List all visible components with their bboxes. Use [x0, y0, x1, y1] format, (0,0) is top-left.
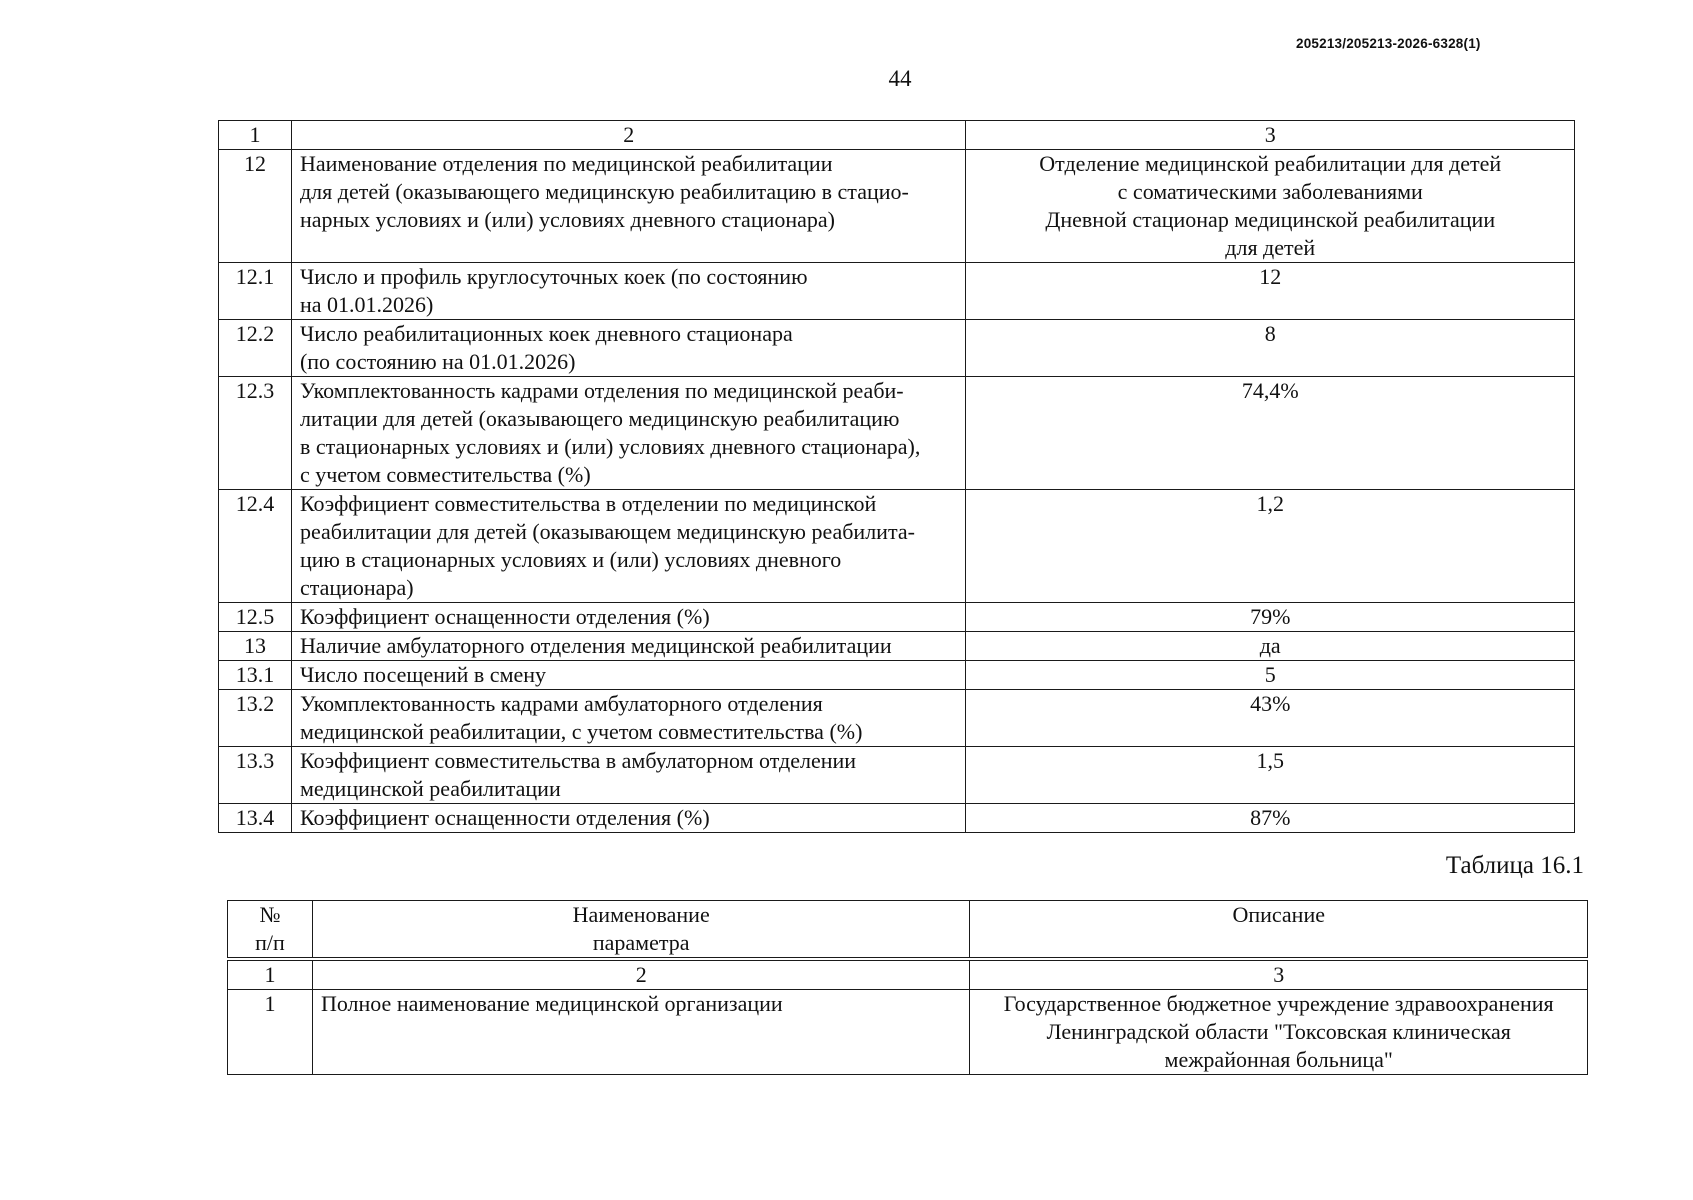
parameter-name-line: в стационарных условиях и (или) условиях дневного стационара),	[299, 434, 921, 459]
table-row	[219, 603, 1575, 632]
parameter-value	[966, 690, 1575, 747]
table-row	[219, 150, 1575, 263]
table-row	[219, 263, 1575, 320]
parameter-name-line: (по состоянию на 01.01.2026)	[299, 349, 576, 374]
parameter-name-line: медицинской реабилитации	[299, 776, 561, 801]
parameter-value	[966, 804, 1575, 833]
parameter-name	[291, 632, 966, 661]
main-table	[218, 120, 1575, 833]
row-number: 12.1	[219, 263, 292, 320]
column-number: 1	[219, 121, 292, 150]
parameter-value-line: 8	[1264, 321, 1276, 346]
table-row	[219, 661, 1575, 690]
parameter-name-line: Наименование отделения по медицинской реабилитации	[299, 151, 833, 176]
parameter-name-line: Коэффициент оснащенности отделения (%)	[299, 604, 710, 629]
parameter-value-line: для детей	[1225, 235, 1316, 260]
row-number: 12.4	[219, 490, 292, 603]
parameter-name-line: реабилитации для детей (оказывающем медицинскую реабилита-	[299, 519, 915, 544]
column-number: 3	[966, 121, 1575, 150]
row-number: 12.3	[219, 377, 292, 490]
header-line: параметра	[592, 930, 690, 955]
header-line: №	[259, 902, 281, 927]
column-number: 2	[291, 121, 966, 150]
column-number-row	[228, 959, 1588, 990]
parameter-name-line: медицинской реабилитации, с учетом совместительства (%)	[299, 719, 863, 744]
column-number-row	[219, 121, 1575, 150]
parameter-value-line: Отделение медицинской реабилитации для детей	[1039, 151, 1502, 176]
parameter-name-line: Число посещений в смену	[299, 662, 547, 687]
table-row	[219, 747, 1575, 804]
parameter-name	[291, 661, 966, 690]
parameter-value	[966, 603, 1575, 632]
parameter-name-line: с учетом совместительства (%)	[299, 462, 591, 487]
parameter-value	[966, 632, 1575, 661]
parameter-value-line: Ленинградской области "Токсовская клиническая	[1046, 1019, 1511, 1044]
header-line: Описание	[1232, 902, 1325, 927]
table-row	[219, 804, 1575, 833]
parameter-value	[970, 990, 1588, 1075]
parameter-value-line: 74,4%	[1241, 378, 1299, 403]
parameter-name-line: Число и профиль круглосуточных коек (по состоянию	[299, 264, 808, 289]
header-cell-name	[312, 901, 970, 960]
parameter-name-line: Коэффициент совместительства в амбулаторном отделении	[299, 748, 857, 773]
parameter-value	[966, 661, 1575, 690]
parameter-value	[966, 747, 1575, 804]
parameter-name	[291, 377, 966, 490]
parameter-name	[291, 690, 966, 747]
parameter-value-line: межрайонная больница"	[1164, 1047, 1393, 1072]
parameter-name	[312, 990, 970, 1075]
parameter-name	[291, 263, 966, 320]
parameter-value-line: с соматическими заболеваниями	[1117, 179, 1423, 204]
parameter-name-line: литации для детей (оказывающего медицинскую реабилитацию	[299, 406, 900, 431]
parameter-value	[966, 263, 1575, 320]
column-number: 2	[312, 959, 970, 990]
parameter-name	[291, 747, 966, 804]
table-row	[219, 377, 1575, 490]
parameter-name	[291, 603, 966, 632]
table-row	[219, 690, 1575, 747]
row-number: 12	[219, 150, 292, 263]
column-number: 1	[228, 959, 313, 990]
parameter-value	[966, 377, 1575, 490]
parameter-name-line: цию в стационарных условиях и (или) условиях дневного	[299, 547, 842, 572]
row-number: 13.4	[219, 804, 292, 833]
header-cell-number	[228, 901, 313, 960]
parameter-name-line: Полное наименование медицинской организации	[320, 991, 783, 1016]
table-row	[219, 490, 1575, 603]
parameter-name-line: на 01.01.2026)	[299, 292, 434, 317]
parameter-value-line: 87%	[1250, 805, 1291, 830]
parameter-name-line: Число реабилитационных коек дневного стационара	[299, 321, 793, 346]
parameter-name	[291, 804, 966, 833]
parameter-value-line: Государственное бюджетное учреждение здравоохранения	[1003, 991, 1554, 1016]
parameter-name-line: стационара)	[299, 575, 414, 600]
page-number: 44	[888, 66, 912, 91]
column-number: 3	[970, 959, 1588, 990]
parameter-name-line: нарных условиях и (или) условиях дневного стационара)	[299, 207, 835, 232]
row-number: 13.1	[219, 661, 292, 690]
table-row	[219, 632, 1575, 661]
row-number: 13	[219, 632, 292, 661]
parameter-value-line: Дневной стационар медицинской реабилитации	[1045, 207, 1496, 232]
parameter-value-line: 79%	[1250, 604, 1291, 629]
header-row	[228, 901, 1588, 960]
parameter-value-line: 1,5	[1256, 748, 1284, 773]
parameter-value-line: да	[1259, 633, 1281, 658]
table-row	[219, 320, 1575, 377]
parameter-name-line: Коэффициент совместительства в отделении по медицинской	[299, 491, 877, 516]
parameter-name	[291, 150, 966, 263]
row-number: 13.3	[219, 747, 292, 804]
parameter-value-line: 1,2	[1256, 491, 1284, 516]
parameter-value-line: 43%	[1250, 691, 1291, 716]
header-line: п/п	[255, 930, 285, 955]
row-number: 1	[228, 990, 313, 1075]
parameter-value	[966, 490, 1575, 603]
row-number: 13.2	[219, 690, 292, 747]
table-caption: Таблица 16.1	[1445, 852, 1584, 879]
parameter-value-line: 12	[1259, 264, 1282, 289]
header-line: Наименование	[572, 902, 710, 927]
parameter-value-line: 5	[1264, 662, 1276, 687]
parameter-value	[966, 150, 1575, 263]
header-cell-description	[970, 901, 1588, 960]
parameter-name-line: Укомплектованность кадрами амбулаторного отделения	[299, 691, 823, 716]
parameter-name	[291, 320, 966, 377]
row-number: 12.2	[219, 320, 292, 377]
parameter-name-line: Наличие амбулаторного отделения медицинской реабилитации	[299, 633, 892, 658]
table-16-1	[227, 900, 1588, 1075]
table-row	[228, 990, 1588, 1075]
parameter-name-line: для детей (оказывающего медицинскую реабилитацию в стацио-	[299, 179, 909, 204]
row-number: 12.5	[219, 603, 292, 632]
document-id: 205213/205213-2026-6328(1)	[1296, 36, 1481, 51]
parameter-name-line: Укомплектованность кадрами отделения по медицинской реаби-	[299, 378, 904, 403]
parameter-value	[966, 320, 1575, 377]
parameter-name	[291, 490, 966, 603]
parameter-name-line: Коэффициент оснащенности отделения (%)	[299, 805, 710, 830]
